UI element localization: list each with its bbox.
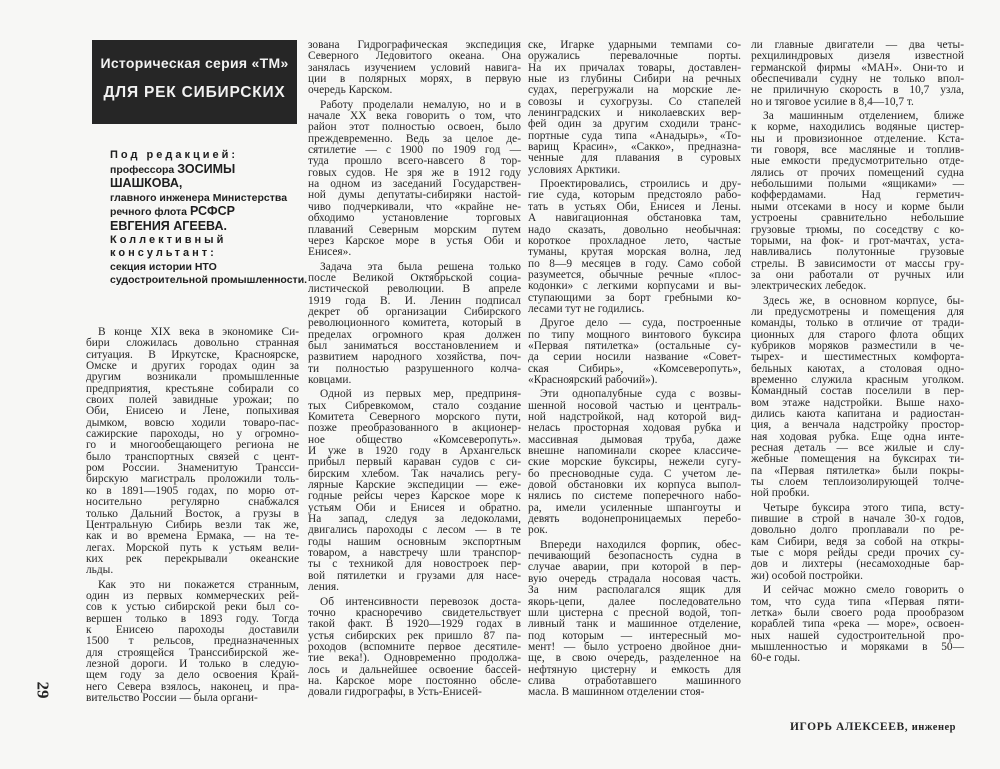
text-line: дились каюта капитана и радиостан- [751, 408, 964, 420]
text-line: туманы, крутая морская волна, лед [528, 246, 741, 259]
text-line: том, что суда типа «Первая пяти- [751, 595, 964, 608]
text-line: только Дальний Восток, а грузы в [86, 507, 299, 520]
paragraph [528, 179, 741, 315]
text-line: щем году за дело освоения Край- [86, 669, 299, 682]
text-line: За ним располагался ящик для [528, 584, 741, 597]
text-line: него Севера взялось, наконец, и пра- [86, 680, 299, 693]
text-line: электрических лебедок. [751, 280, 867, 293]
text-line: один из первых коммерческих рей- [86, 589, 299, 602]
text-line: своих полей завидные урожаи; по [86, 394, 299, 407]
text-line: ных нашей судостроительной про- [751, 629, 964, 642]
series-header [92, 40, 297, 124]
text-line: ситуация. В Иркутске, Красноярске, [86, 348, 299, 361]
paragraph [528, 40, 741, 176]
text-line: германской фирмы «МАН». Они-то и [751, 61, 964, 74]
text-line: На запад, следуя за ледоколами, [308, 513, 521, 526]
text-line: довой обстановки их корпуса выпол- [528, 479, 741, 492]
text-line: революционного комитета, который в [308, 317, 521, 330]
paragraph [308, 100, 521, 259]
text-line: довольно долго проплавали по ре- [751, 524, 964, 537]
text-line: как и во времена Ермака, — на те- [86, 530, 299, 543]
series-label: Историческая серия «ТМ» [100, 55, 289, 71]
text-line: «Первая пятилетка» (остальные су- [528, 339, 741, 352]
text-line: массивная дымовая труба, даже [528, 433, 741, 446]
text-line: И уже в 1920 году в Архангельск [308, 445, 521, 458]
text-line: ты с техникой для новостроек пер- [308, 558, 521, 571]
text-line: Другое дело — суда, построенные [540, 317, 741, 330]
text-line: за они работали от ручных или [751, 268, 964, 281]
text-line: гие суда, которым предстояло рабо- [528, 189, 741, 202]
text-line: но и тяговое усилие в 8,4—10,7 т. [751, 95, 914, 108]
text-line: чиво подчеркивали, что «крайне не- [308, 200, 521, 213]
text-line: роходов (вспомните первое десятиле- [308, 640, 521, 653]
text-line: жи) особой постройки. [751, 569, 863, 582]
text-line: навливались полутонные грузовые [751, 246, 964, 259]
paragraph [308, 262, 521, 387]
text-line: зована Гидрографическая экспедиция [308, 39, 521, 51]
text-line: двигались пароходы с лесом — в те [308, 524, 521, 537]
text-line: Проектировались, строились и дру- [540, 178, 741, 191]
text-line: судах, перегружали на морские ле- [528, 84, 741, 97]
text-line: жебные помещения на буксирах ти- [751, 453, 964, 466]
text-line: Как это ни покажется странным, [98, 578, 299, 591]
text-line: Одной из первых мер, предприня- [320, 388, 521, 401]
text-column-1 [86, 327, 299, 707]
text-column-4 [751, 40, 964, 668]
text-line: шенной носовой частью и централь- [528, 399, 741, 412]
text-line: начале XX века говорить о том, что [308, 110, 521, 123]
text-line: для строящейся Транссибирской же- [86, 646, 299, 659]
text-line: ливный танк и машинное отделение, [528, 618, 741, 631]
text-line: И сейчас можно смело говорить о [763, 584, 964, 597]
editor-line-3 [110, 205, 310, 220]
text-line: масла. В машинном отделении стоя- [528, 686, 705, 699]
text-line: нефтяную цистерну и емкость для [528, 663, 741, 676]
text-line: устроены сравнительно небольшие [751, 212, 964, 225]
text-line: сажирские пароходы, но у огромно- [86, 428, 299, 441]
text-line: ции в полярных морях, в первую [308, 73, 521, 86]
text-line: да серии носили название «Совет- [528, 351, 741, 364]
text-line: товаром, а навстречу шли транспор- [308, 547, 521, 560]
paragraph [528, 389, 741, 536]
text-line: тые с моря рейды среди прочих су- [751, 547, 964, 560]
paragraph [751, 503, 964, 582]
text-line: другим возникали промышленные [86, 371, 299, 384]
text-line: лялись от прочих помещений судна [751, 166, 964, 179]
text-line: ко в 1891—1905 годах, по морю от- [86, 484, 299, 497]
text-line: такой факт. В 1920—1929 годах в [308, 618, 521, 631]
text-line: точно красноречиво свидетельствует [308, 606, 521, 619]
text-line: легах. Морской путь к устьям вели- [86, 541, 299, 554]
paragraph [308, 597, 521, 699]
text-line: 60-е годы. [751, 652, 801, 665]
text-line: ске, Игарке ударными темпами со- [528, 39, 741, 51]
text-line: условиях Арктики. [528, 163, 621, 176]
text-line: листической революции. В апреле [308, 283, 521, 296]
text-line: Командный состав поселили в пер- [751, 385, 964, 398]
text-line: кам Сибири, ведя за собой на откры- [751, 535, 964, 548]
text-line: 1919 года В. И. Ленин подписал [308, 294, 521, 307]
text-line: Центральную Сибирь везли так же, [86, 518, 299, 531]
text-line: рехцилиндровых дизеля известной [751, 50, 964, 63]
text-line: ская Сибирь», «Комсеверопуть», [528, 362, 741, 375]
text-line: печивающий безопасность судна в [528, 550, 741, 563]
text-line: ром России. Знаменитую Трансси- [86, 462, 299, 475]
text-line: ция, а венчала надстройку простор- [751, 419, 964, 432]
text-line: ными отсеками в носу и корме были [751, 200, 964, 213]
text-line: ной думы депутаты-сибиряки настой- [308, 189, 521, 202]
text-line: грузовые трюмы, по соседству с ко- [751, 223, 964, 236]
text-line: ной пробки. [751, 487, 810, 500]
text-line: на одном из заседаний Государствен- [308, 178, 521, 191]
paragraph [86, 580, 299, 705]
author-signature [790, 721, 956, 733]
text-line: лярные Карские экспедиции — еже- [308, 479, 521, 492]
text-line: к корме, находились водяные цистер- [751, 121, 964, 134]
text-line: Оби, Енисею и Лене, попыхивая [86, 405, 299, 418]
text-line: Работу проделали немалую, но и в [320, 98, 521, 111]
text-line: разумеется, обычные речные «плос- [528, 268, 741, 281]
author-name: ИГОРЬ АЛЕКСЕЕВ, [790, 721, 909, 733]
edited-by-label: Под редакцией: [110, 149, 239, 161]
text-line: сов к устью сибирской реки был со- [86, 601, 299, 614]
text-line: Задача эта была решена только [320, 260, 521, 273]
text-line: рок. [528, 524, 548, 537]
text-line: Четыре буксира этого типа, всту- [763, 501, 964, 514]
text-line: якорь-цепи, далее последовательно [528, 595, 741, 608]
paragraph [308, 40, 521, 97]
text-line: надо сказать, довольно необычная: [528, 223, 741, 236]
consultant-label-2: консультант: [110, 247, 217, 260]
text-line: кораблей типа «река — море», освоен- [751, 618, 964, 631]
text-line: обеспечивали судну не только впол- [751, 73, 964, 86]
text-line: бо пресноводные суда. С учетом ле- [528, 467, 741, 480]
text-line: ные емкости предусмотрительно отде- [751, 155, 964, 168]
text-line: Енисея». [308, 246, 352, 259]
text-line: коффердамами. Над герметич- [751, 189, 964, 202]
text-line: ти полностью разрушенного колча- [308, 362, 521, 375]
text-line: ра, имели усиленные шпангоуты и [528, 501, 741, 514]
text-line: временно служила красным уголком. [751, 373, 964, 386]
paragraph [86, 327, 299, 577]
text-line: Об интенсивности перевозок доста- [320, 595, 521, 608]
text-line: ления. [308, 581, 340, 594]
text-line: преждевременно. Ведь за целое де- [308, 132, 521, 145]
text-line: короткое прохладное лето, частые [528, 234, 741, 247]
text-line: к Енисею пароходы доставили [86, 623, 299, 636]
text-line: вую очередь страдала носовая часть. [528, 572, 741, 585]
text-line: небольшими полыми «ящиками» — [751, 178, 964, 191]
text-line: тать в устьях Оби, Енисея и Лены. [528, 200, 741, 213]
text-line: ченные для плавания в суровых [528, 152, 741, 165]
text-line: случае аварии, при которой в пер- [528, 561, 741, 574]
text-line: развитием народного хозяйства, поч- [308, 351, 521, 364]
paragraph [751, 296, 964, 500]
text-line: туда прошло всего-навсего 8 тор- [308, 155, 521, 168]
text-line: устья сибирских рек пришло 87 па- [308, 629, 521, 642]
text-line: сятилетие — с 1900 по 1909 год — [308, 144, 521, 157]
text-line: лось и дальнейшее освоение бассей- [308, 663, 521, 676]
text-line: совозы и сухогрузы. Со стапелей [528, 95, 741, 108]
editor-org: речного флота [110, 206, 188, 219]
paragraph [528, 318, 741, 386]
text-line: район этот полностью освоен, было [308, 121, 521, 134]
text-line: очередь Карском. [308, 84, 393, 97]
text-line: мент! — было устроено двойное дни- [528, 640, 741, 653]
text-line: Северного Ледовитого океана. Она [308, 50, 521, 63]
text-line: пившие в строй в начале 30-х годов, [751, 513, 964, 526]
text-line: ные из глубины Сибири на речных [528, 73, 741, 86]
text-line: ны и провизионное отделение. Кста- [751, 132, 964, 145]
paragraph [528, 540, 741, 699]
text-line: прибыл первый караван судов с си- [308, 456, 521, 469]
editor-org-abbr: РСФСР [189, 204, 236, 219]
text-line: бирским хлебом. Так начались регу- [308, 467, 521, 480]
text-line: вой пятилетки и грузами для насе- [308, 569, 521, 582]
text-line: по типу мощного винтового буксира [528, 328, 741, 341]
text-line: годы нашим основным экспортным [308, 535, 521, 548]
text-line: плаваний Северным морским путем [308, 223, 521, 236]
text-line: шли цистерна с пресной водой, топ- [528, 606, 741, 619]
editorial-credits [110, 149, 310, 288]
editor-name-2: ЕВГЕНИЯ АГЕЕВА. [110, 218, 227, 233]
text-line: по 8—9 месяцев в году. Само собой [528, 257, 741, 270]
text-line: мышленностью и моряками в 50— [751, 640, 964, 653]
text-line: на. Карское море постоянно обсле- [308, 674, 521, 687]
text-line: тырех- и шестиместных комфорта- [751, 351, 964, 364]
text-line: занялась изучением условий навига- [308, 61, 521, 74]
paragraph [751, 111, 964, 293]
text-line: было транспортных связей с цент- [86, 450, 299, 463]
text-line: Здесь же, в основном корпусе, бы- [763, 294, 964, 307]
article-title: ДЛЯ РЕК СИБИРСКИХ [103, 84, 286, 101]
consultant-line-1: секция истории НТО [110, 260, 217, 273]
editor-title: профессора [110, 163, 175, 176]
text-line: кубриков моряков разместили в че- [751, 339, 964, 352]
page-number: 29 [33, 681, 53, 699]
text-line: 1500 т рельсов, предназначенных [86, 635, 299, 648]
text-line: был заниматься восстановлением и [308, 339, 521, 352]
text-line: За машинным отделением, ближе [763, 110, 964, 123]
text-line: ких рек перекрывали океанские [86, 552, 299, 565]
text-line: ленинградских и николаевских вер- [528, 107, 741, 120]
text-line: через Карское море в устья Оби и [308, 234, 521, 247]
text-line: ной надстройкой, над которой вид- [528, 411, 741, 423]
text-line: вительство России — была органи- [86, 692, 258, 704]
consultant-line-2: судостроительной промышленности. [110, 274, 308, 287]
text-line: позже преобразованного в акционер- [308, 422, 521, 435]
text-line: тие века!). Одновременно продолжа- [308, 652, 521, 665]
text-line: довали гидрографы, в Усть-Енисей- [308, 686, 482, 699]
text-line: варищ Красин», «Сакко», предназна- [528, 141, 741, 154]
text-line: летка» были своего рода прообразом [751, 606, 964, 619]
text-line: под которым — интересный мо- [528, 629, 741, 642]
text-line: не приличную скорость в 10,7 узла, [751, 84, 964, 97]
author-role: инженер [911, 722, 956, 733]
paragraph [751, 40, 964, 108]
text-line: стрелы. В зависимости от массы гру- [751, 257, 964, 270]
text-line: фей один за другим сходили транс- [528, 118, 741, 131]
text-line: девять водонепроницаемых перебо- [528, 513, 741, 526]
text-line: ли главные двигатели — два четы- [751, 39, 964, 51]
text-line: обходимо установление торговых [308, 212, 521, 225]
text-line: го и многообещающего региона не [86, 439, 299, 452]
text-line: кодонки» с легкими корпусами и вы- [528, 280, 741, 293]
text-line: Эти однопалубные суда с возвы- [540, 388, 741, 401]
text-line: «Красноярский рабочий»). [528, 373, 658, 386]
text-line: Омске и других городах один за [86, 360, 299, 373]
text-line: лезной дороги. И только в следую- [86, 657, 299, 670]
text-line: ковцами. [308, 373, 352, 386]
text-line: ная ходовая рубка. Еще одна инте- [751, 430, 964, 443]
text-line: лесами тут не годились. [528, 302, 645, 315]
text-line: пределах огромного края должен [308, 328, 521, 341]
text-line: торыми, на фок- и грот-мачтах, уста- [751, 234, 964, 247]
consultant-label-1: Коллективный [110, 233, 227, 246]
text-line: ционных для старого флота общих [751, 328, 964, 341]
text-line: А навигационная обстановка там, [528, 212, 741, 225]
text-line: Комитета Северного морского пути, [308, 411, 521, 423]
text-line: ресная деталь — все жилые и слу- [751, 442, 964, 455]
text-line: ские морские буксиры, нежели сугу- [528, 456, 741, 469]
text-line: па «Первая пятилетка» были покры- [751, 464, 964, 477]
text-line: нелась просторная ходовая рубка и [528, 422, 741, 435]
text-line: ты слоем теплоизолирующей толче- [751, 476, 964, 489]
text-line: ное общество «Комсеверопуть». [308, 433, 521, 446]
text-line: ступающими за борт гребными ко- [528, 291, 741, 304]
text-line: ще, в свою очередь, разделенное на [528, 652, 741, 665]
text-line: бирскую магистраль проложили толь- [86, 473, 299, 486]
text-line: носительно регулярно снабжался [86, 496, 299, 509]
text-line: портные суда типа «Анадырь», «То- [528, 129, 741, 142]
text-line: после Великой Октябрьской социа- [308, 271, 521, 284]
paragraph [308, 389, 521, 593]
text-line: тых Сибревкомом, стало создание [308, 399, 521, 412]
text-line: устьям Оби и Енисея и обратно. [308, 501, 521, 514]
text-line: бири сложилась довольно странная [86, 337, 299, 350]
text-line: предприятия, крестьяне собирали со [86, 382, 299, 395]
text-line: годные рейсы через Карское море к [308, 490, 521, 503]
text-line: дов и лихтеры (несамоходные бар- [751, 558, 964, 571]
text-line: льды. [86, 564, 114, 577]
text-line: декрет об организации Сибирского [308, 305, 521, 318]
text-line: вом этаже надстройки. Выше нахо- [751, 396, 964, 409]
text-line: Впереди находился форпик, обес- [540, 538, 741, 551]
text-line: внешне напоминали скорее классиче- [528, 445, 741, 458]
text-line: слива отработавшего машинного [528, 674, 741, 687]
text-column-3 [528, 40, 741, 702]
paragraph [751, 585, 964, 664]
text-line: нялись по системе поперечного набо- [528, 490, 741, 503]
text-line: В конце XIX века в экономике Си- [98, 326, 299, 338]
editor-line-1 [110, 163, 310, 192]
text-line: На их причалах товары, доставлен- [528, 61, 741, 74]
text-line: ти говоря, все масляные и топлив- [751, 144, 964, 157]
text-column-2 [308, 40, 521, 702]
editor-name: ЗОСИМЫ ШАШКОВА, [110, 161, 236, 191]
editor-line-2: главного инженера Министерства [110, 191, 288, 204]
text-line: ли предусмотрены и помещения для [751, 305, 964, 318]
text-line: говых судов. Не зря же в 1912 году [308, 166, 521, 179]
text-line: оружались перевалочные порты. [528, 50, 741, 63]
text-line: дымком, вовсю ходили товаро-пас- [86, 416, 299, 429]
text-line: вершен только в 1893 году. Тогда [86, 612, 299, 625]
text-line: бельных каютах, а столовая одно- [751, 362, 964, 375]
text-line: команды, только в отличие от тради- [751, 317, 964, 330]
